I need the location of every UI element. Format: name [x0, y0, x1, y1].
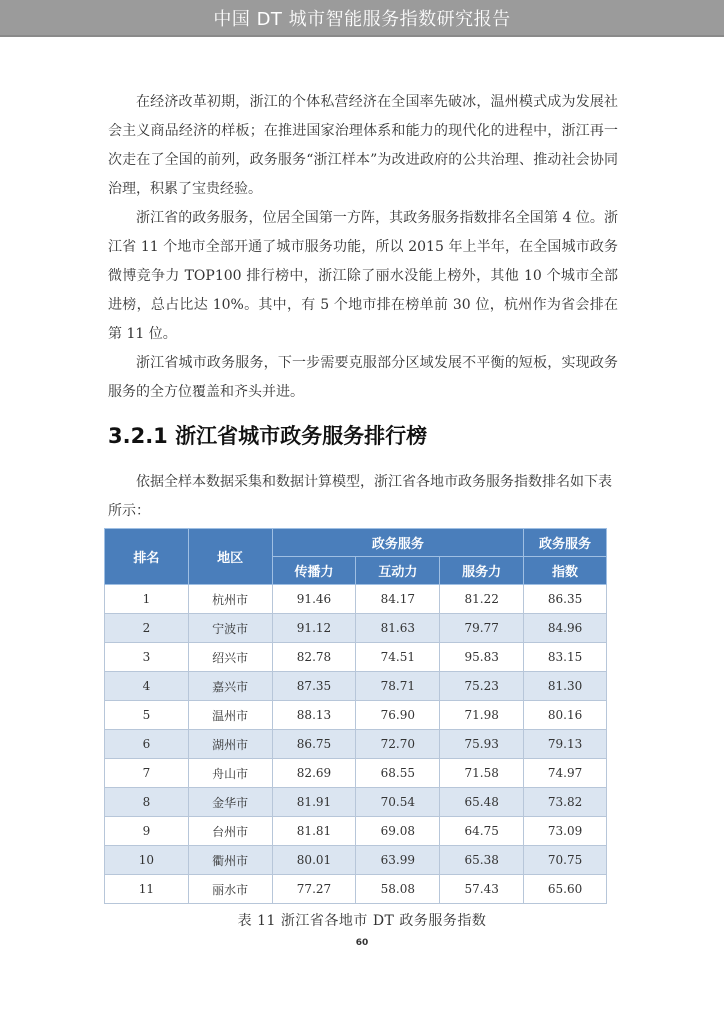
- cell-rank: 2: [105, 614, 189, 643]
- col-header-group: 政务服务: [272, 529, 524, 557]
- cell-index: 80.16: [524, 701, 607, 730]
- cell-rank: 10: [105, 846, 189, 875]
- cell-service: 81.22: [440, 585, 524, 614]
- cell-spread: 91.46: [272, 585, 356, 614]
- cell-service: 75.93: [440, 730, 524, 759]
- cell-rank: 8: [105, 788, 189, 817]
- body-paragraphs: [108, 88, 618, 407]
- cell-interact: 69.08: [356, 817, 440, 846]
- cell-interact: 63.99: [356, 846, 440, 875]
- cell-service: 75.23: [440, 672, 524, 701]
- table-row: [105, 672, 607, 701]
- table-row: [105, 585, 607, 614]
- col-header-index-line1: 政务服务: [524, 529, 607, 557]
- table-row: [105, 817, 607, 846]
- cell-index: 81.30: [524, 672, 607, 701]
- cell-interact: 81.63: [356, 614, 440, 643]
- cell-spread: 87.35: [272, 672, 356, 701]
- cell-interact: 68.55: [356, 759, 440, 788]
- report-header-bar: [0, 0, 724, 37]
- table-row: [105, 701, 607, 730]
- cell-service: 71.58: [440, 759, 524, 788]
- table-row: [105, 875, 607, 904]
- cell-spread: 86.75: [272, 730, 356, 759]
- cell-rank: 9: [105, 817, 189, 846]
- cell-region: 宁波市: [188, 614, 272, 643]
- ranking-table: [104, 528, 607, 904]
- cell-interact: 70.54: [356, 788, 440, 817]
- cell-region: 湖州市: [188, 730, 272, 759]
- cell-interact: 78.71: [356, 672, 440, 701]
- col-header-spread: 传播力: [272, 557, 356, 585]
- table-row: [105, 643, 607, 672]
- cell-interact: 84.17: [356, 585, 440, 614]
- cell-region: 衢州市: [188, 846, 272, 875]
- col-header-interact: 互动力: [356, 557, 440, 585]
- cell-region: 舟山市: [188, 759, 272, 788]
- table-row: [105, 846, 607, 875]
- cell-interact: 58.08: [356, 875, 440, 904]
- col-header-service: 服务力: [440, 557, 524, 585]
- report-title: 中国 DT 城市智能服务指数研究报告: [213, 8, 511, 30]
- cell-spread: 91.12: [272, 614, 356, 643]
- cell-region: 绍兴市: [188, 643, 272, 672]
- cell-rank: 4: [105, 672, 189, 701]
- cell-index: 83.15: [524, 643, 607, 672]
- cell-rank: 5: [105, 701, 189, 730]
- section-heading: 3.2.1 浙江省城市政务服务排行榜: [108, 424, 428, 448]
- cell-service: 79.77: [440, 614, 524, 643]
- cell-rank: 6: [105, 730, 189, 759]
- table-row: [105, 614, 607, 643]
- cell-spread: 80.01: [272, 846, 356, 875]
- col-header-rank: 排名: [105, 529, 189, 585]
- cell-region: 台州市: [188, 817, 272, 846]
- section-intro: [108, 468, 618, 526]
- cell-region: 温州市: [188, 701, 272, 730]
- cell-rank: 1: [105, 585, 189, 614]
- cell-interact: 72.70: [356, 730, 440, 759]
- cell-service: 64.75: [440, 817, 524, 846]
- cell-region: 嘉兴市: [188, 672, 272, 701]
- cell-index: 86.35: [524, 585, 607, 614]
- table-row: [105, 730, 607, 759]
- cell-service: 95.83: [440, 643, 524, 672]
- table-row: [105, 759, 607, 788]
- page-number: 60: [355, 938, 369, 948]
- cell-index: 84.96: [524, 614, 607, 643]
- cell-spread: 81.91: [272, 788, 356, 817]
- cell-index: 74.97: [524, 759, 607, 788]
- cell-service: 65.38: [440, 846, 524, 875]
- cell-service: 71.98: [440, 701, 524, 730]
- cell-interact: 74.51: [356, 643, 440, 672]
- paragraph-1: 在经济改革初期，浙江的个体私营经济在全国率先破冰，温州模式成为发展社会主义商品经济的样板；在推进国家治理体系和能力的现代化的进程中，浙江再一次走在了全国的前列，政务服务“浙江样本”为改进政府的公共治理、推动社会协同治理，积累了宝贵经验。: [108, 94, 618, 197]
- cell-spread: 81.81: [272, 817, 356, 846]
- cell-region: 金华市: [188, 788, 272, 817]
- cell-service: 57.43: [440, 875, 524, 904]
- cell-region: 丽水市: [188, 875, 272, 904]
- cell-spread: 82.69: [272, 759, 356, 788]
- cell-interact: 76.90: [356, 701, 440, 730]
- paragraph-2: 浙江省的政务服务，位居全国第一方阵，其政务服务指数排名全国第 4 位。浙江省 11 个地市全部开通了城市服务功能，所以 2015 年上半年，在全国城市政务微博竞争力 TOP100 排行榜中，浙江除了丽水没能上榜外，其他 10 个城市全部进榜，总占比达 10%。其中，有 5 个地市排在榜单前 30 位，杭州作为省会排在第 11 位。: [108, 210, 618, 342]
- cell-rank: 7: [105, 759, 189, 788]
- cell-rank: 3: [105, 643, 189, 672]
- table-row: [105, 788, 607, 817]
- col-header-region: 地区: [188, 529, 272, 585]
- col-header-index-line2: 指数: [524, 557, 607, 585]
- cell-index: 73.09: [524, 817, 607, 846]
- section-intro-text: 依据全样本数据采集和数据计算模型，浙江省各地市政务服务指数排名如下表所示：: [108, 474, 612, 519]
- cell-index: 70.75: [524, 846, 607, 875]
- cell-region: 杭州市: [188, 585, 272, 614]
- cell-index: 73.82: [524, 788, 607, 817]
- cell-service: 65.48: [440, 788, 524, 817]
- paragraph-3: 浙江省城市政务服务，下一步需要克服部分区域发展不平衡的短板，实现政务服务的全方位覆盖和齐头并进。: [108, 355, 618, 400]
- cell-index: 65.60: [524, 875, 607, 904]
- cell-spread: 88.13: [272, 701, 356, 730]
- cell-rank: 11: [105, 875, 189, 904]
- cell-spread: 82.78: [272, 643, 356, 672]
- cell-spread: 77.27: [272, 875, 356, 904]
- table-caption: 表 11 浙江省各地市 DT 政务服务指数: [237, 913, 487, 929]
- cell-index: 79.13: [524, 730, 607, 759]
